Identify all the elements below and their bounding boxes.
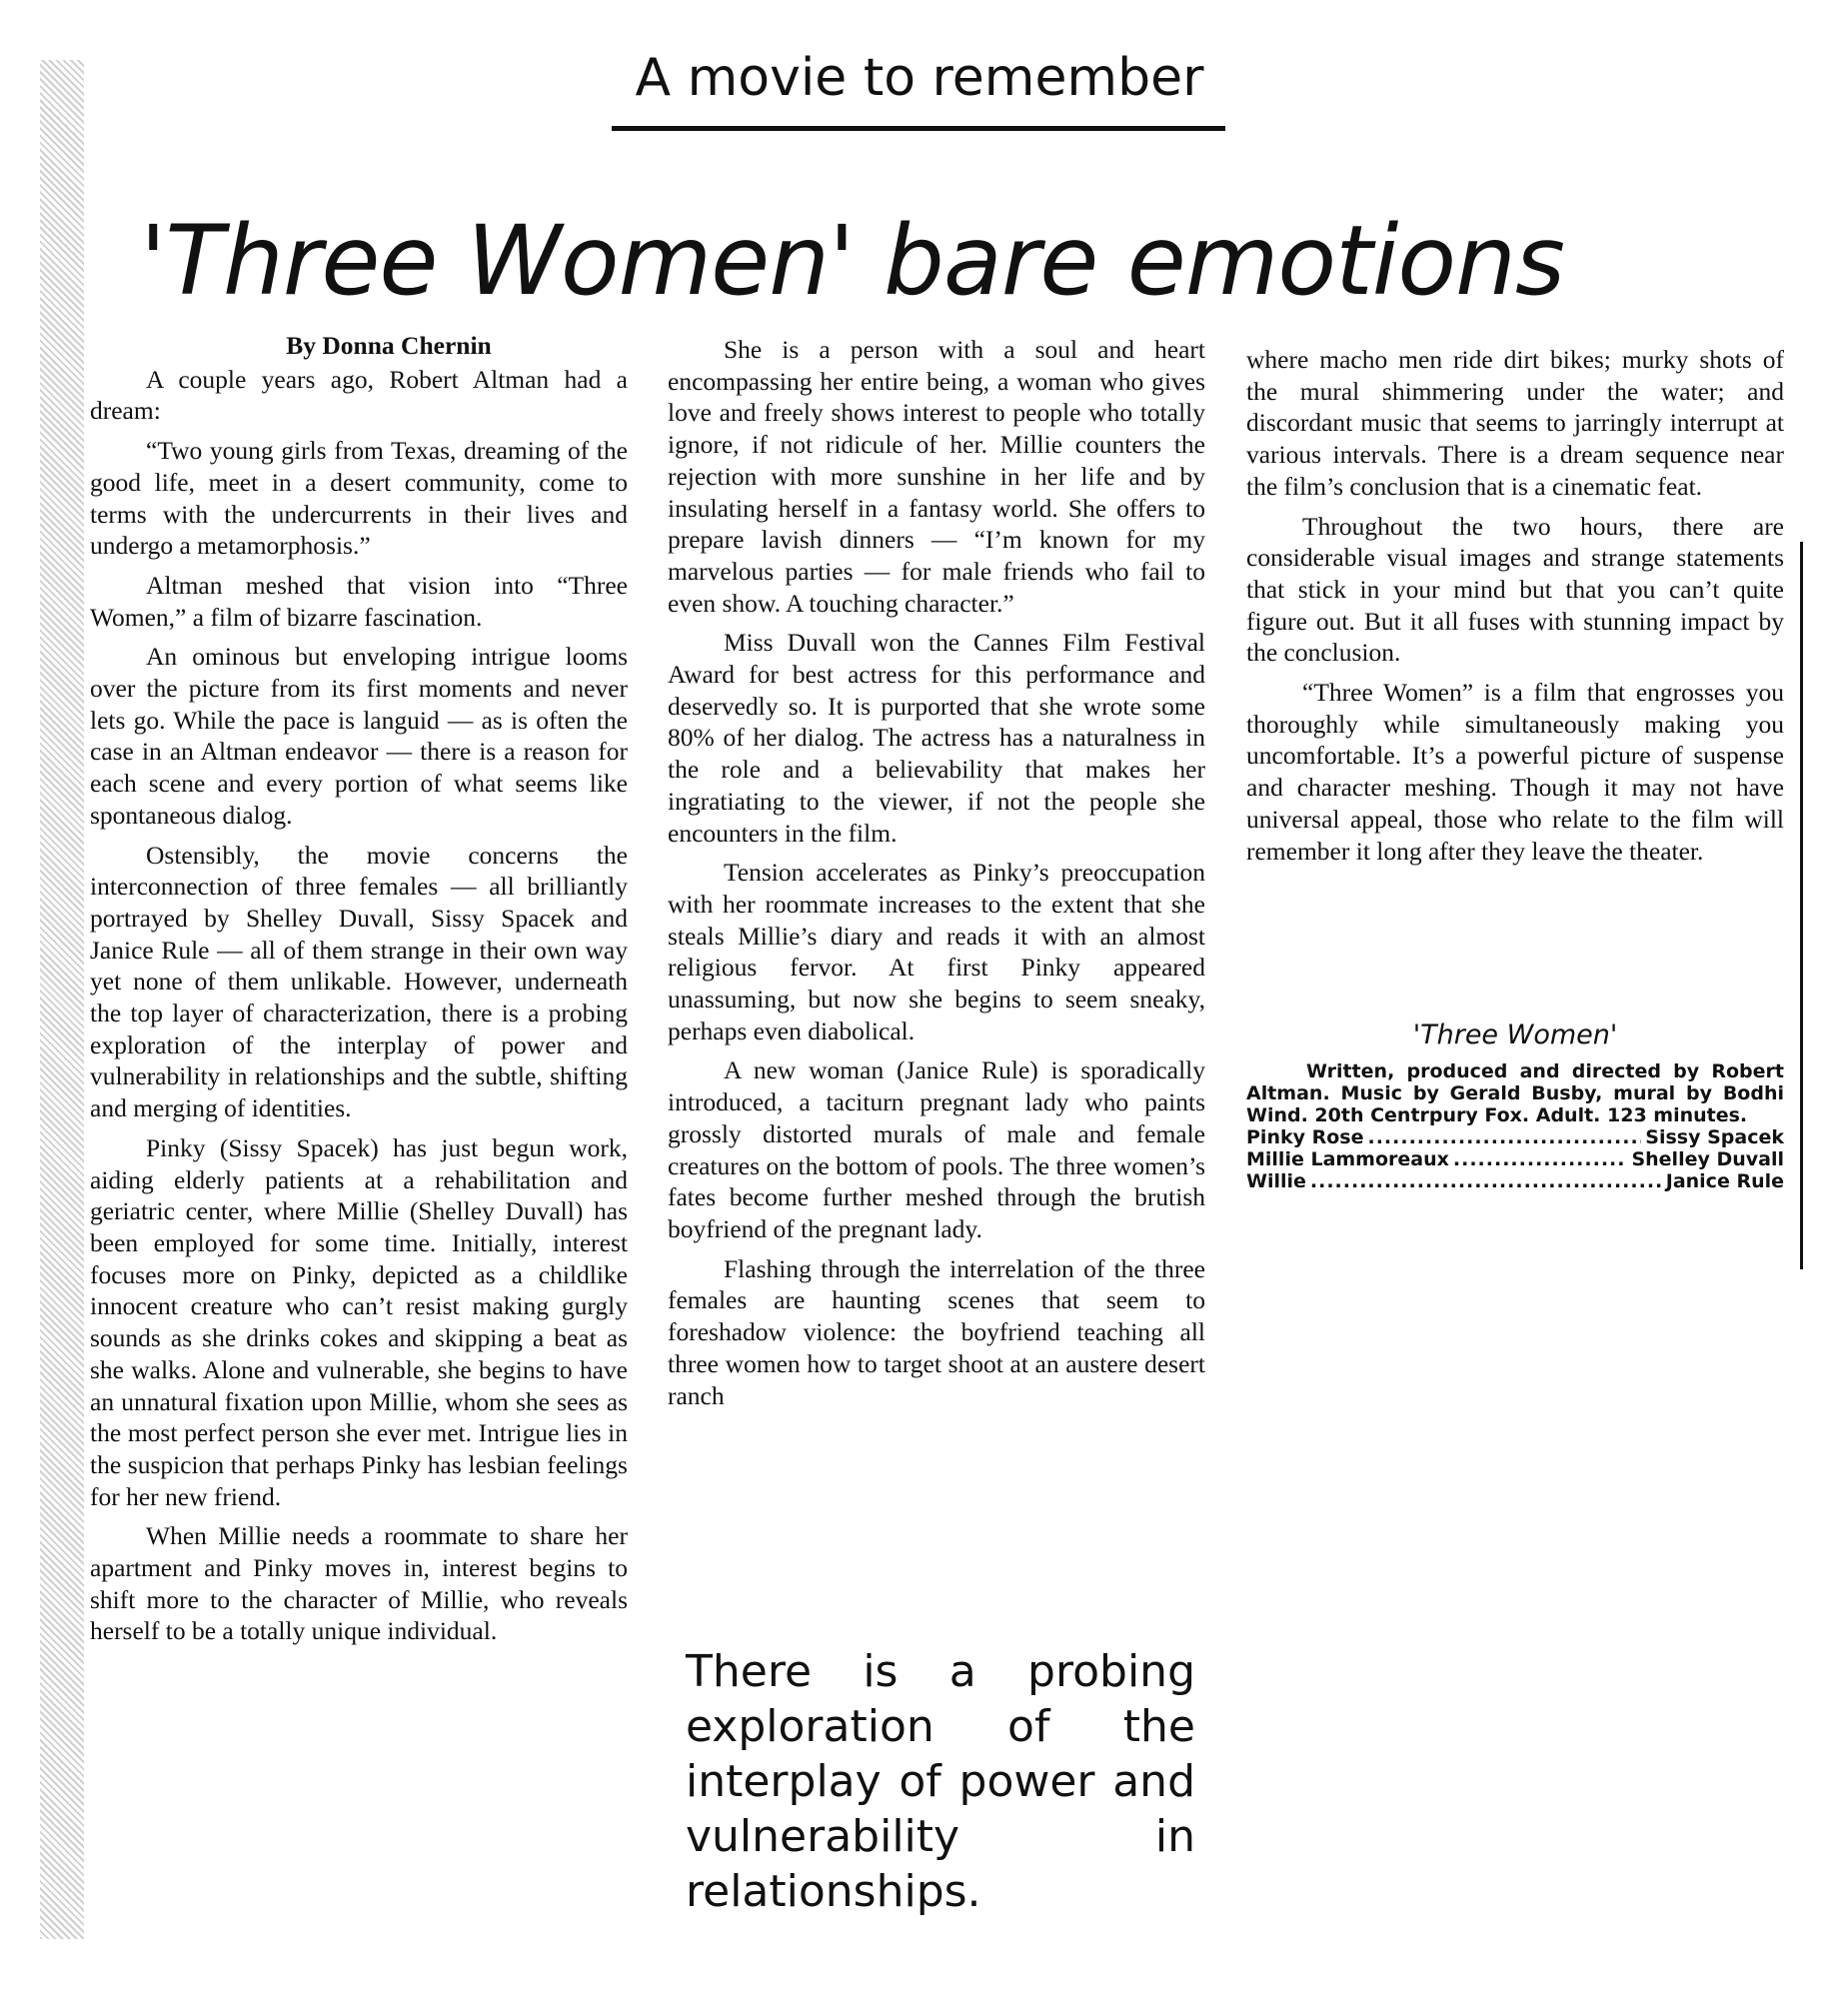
kicker-underline	[612, 126, 1225, 131]
cast-actor: Janice Rule	[1665, 1170, 1784, 1192]
pull-quote: There is a probing exploration of the interplay of power and vulnerability in relationships.	[686, 1646, 1195, 1917]
cast-actor: Shelley Duvall	[1631, 1148, 1784, 1170]
paragraph: She is a person with a soul and heart encompassing her entire being, a woman who gives love and freely shows interest to people who totally ignore, if not ridicule of her. Millie counters the rejection with more sunshine in her life and by insulating herself in a fantasy world. She offers to prepare lavish dinners — “I’m known for my marvelous parties — for male friends who fail to even show. A touching character.”	[668, 335, 1205, 618]
paragraph: Throughout the two hours, there are considerable visual images and strange statements that stick in your mind but that you can’t quite figure out. But it all fuses with stunning impact by the conclusion.	[1246, 511, 1784, 668]
paragraph: Ostensibly, the movie concerns the interconnection of three females — all brilliantly portrayed by Shelley Duvall, Sissy Spacek and Janice Rule — all of them strange in their own way yet none of them unlikable. However, underneath the top layer of characterization, there is a probing exploration of the interplay of power and vulnerability in relationships and the subtle, shifting and merging of identities.	[90, 840, 628, 1123]
paragraph: “Two young girls from Texas, dreaming of the good life, meet in a desert community, come to terms with the undercurrents in their lives and undergo a metamorphosis.”	[90, 436, 628, 561]
cast-actor: Sissy Spacek	[1645, 1126, 1784, 1148]
scan-edge-speckle	[40, 60, 84, 1939]
paragraph: Flashing through the interrelation of the three females are haunting scenes that seem to foreshadow violence: the boyfriend teaching all three women how to target shoot at an austere desert ranch	[668, 1253, 1205, 1410]
headline: 'Three Women' bare emotions	[140, 205, 1564, 317]
cast-role: Millie Lammoreaux	[1246, 1148, 1449, 1170]
paragraph: Tension accelerates as Pinky’s preoccupation with her roommate increases to the extent that she steals Millie’s diary and reads it with an almost religious fervor. At first Pinky appeared unassuming, but now she begins to seem sneaky, perhaps even diabolical.	[668, 858, 1205, 1045]
article-column-2	[668, 334, 1205, 1419]
cast-role: Pinky Rose	[1246, 1126, 1364, 1148]
credits-box	[1246, 1019, 1784, 1192]
paragraph: “Three Women” is a film that engrosses you thoroughly while simultaneously making you uncomfortable. It’s a powerful picture of suspense and character meshing. Though it may not have universal appeal, those who relate to the film will remember it long after they leave the theater.	[1246, 678, 1784, 866]
column-rule	[1800, 542, 1803, 1269]
credits-title: 'Three Women'	[1412, 1019, 1618, 1050]
cast-row	[1246, 1148, 1784, 1170]
cast-row	[1246, 1126, 1784, 1148]
paragraph: When Millie needs a roommate to share her apartment and Pinky moves in, interest begins to shift more to the character of Millie, who reveals herself to be a totally unique individual.	[90, 1521, 628, 1646]
paragraph: where macho men ride dirt bikes; murky shots of the mural shimmering under the water; and discordant music that seems to jarringly interrupt at various intervals. There is a dream sequence near the film’s conclusion that is a cinematic feat.	[1246, 345, 1784, 501]
paragraph: An ominous but enveloping intrigue looms over the picture from its first moments and never lets go. While the pace is languid — as is often the case in an Altman endeavor — there is a reason for each scene and every portion of what seems like spontaneous dialog.	[90, 642, 628, 830]
paragraph: Pinky (Sissy Spacek) has just begun work, aiding elderly patients at a rehabilitation and geriatric center, where Millie (Shelley Duvall) has been employed for some time. Initially, interest focuses more on Pinky, depicted as a childlike innocent creature who can’t resist making gurgly sounds as she drinks cokes and skipping a beat as she walks. Alone and vulnerable, she begins to have an unnatural fixation upon Millie, whom she sees as the most perfect person she ever met. Intrigue lies in the suspicion that perhaps Pinky has lesbian feelings for her new friend.	[90, 1132, 628, 1511]
paragraph: Miss Duvall won the Cannes Film Festival Award for best actress for this performance and deservedly so. It is purported that she wrote some 80% of her dialog. The actress has a naturalness in the role and a believability that makes her ingratiating to the viewer, if not the people she encounters in the film.	[668, 628, 1205, 848]
cast-row	[1246, 1170, 1784, 1192]
paragraph: Altman meshed that vision into “Three Women,” a film of bizarre fascination.	[90, 570, 628, 632]
cast-role: Willie	[1246, 1170, 1306, 1192]
article-column-3	[1246, 344, 1784, 875]
byline: By Donna Chernin	[286, 331, 492, 360]
credits-body: Written, produced and directed by Robert Altman. Music by Gerald Busby, mural by Bodhi Wind. 20th Centrpury Fox. Adult. 123 minutes.	[1246, 1060, 1784, 1126]
paragraph: A new woman (Janice Rule) is sporadically introduced, a taciturn pregnant lady who paints grossly distorted murals of male and female creatures on the bottom of pools. The three women’s fates become further meshed through the brutish boyfriend of the pregnant lady.	[668, 1055, 1205, 1243]
article-column-1	[90, 330, 628, 1655]
section-kicker: A movie to remember	[635, 48, 1204, 108]
paragraph: A couple years ago, Robert Altman had a dream:	[90, 364, 628, 426]
